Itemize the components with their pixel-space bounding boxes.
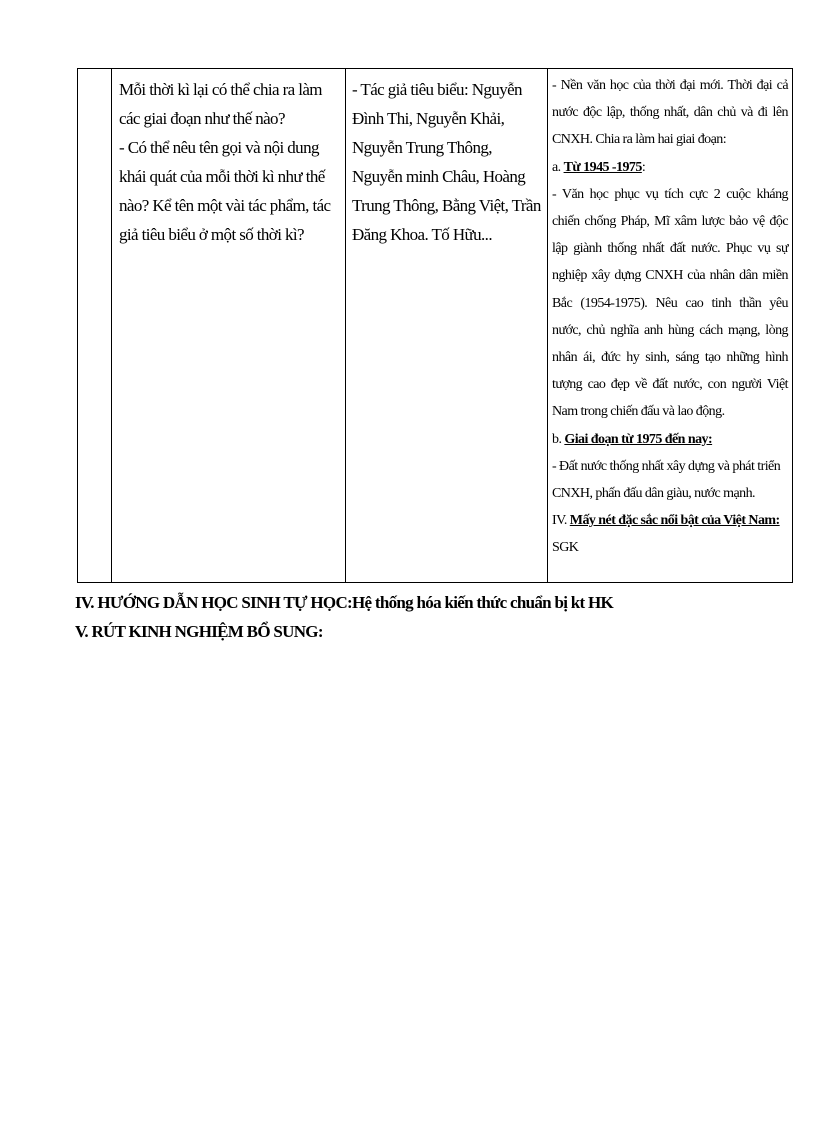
section-b-prefix: b.: [552, 431, 565, 447]
empty-cell: [78, 69, 112, 583]
table-row: [78, 69, 793, 583]
question-cell: [112, 69, 346, 583]
section-a-suffix: :: [641, 159, 646, 175]
lessons-learned-heading: V. RÚT KINH NGHIỆM BỔ SUNG:: [75, 622, 323, 641]
question-text-1: Mỗi thời kì lại có thể chia ra làm các giai đoạn như thế nào?: [119, 80, 322, 128]
authors-cell: [346, 69, 548, 583]
section-a-body: - Văn học phục vụ tích cực 2 cuộc kháng chiến chống Pháp, Mĩ xâm lược bảo vệ độc lập giành thống nhất đất nước. Phục vụ sự nghiệp xây dựng CNXH của nhân dân miền Bắc (1954-1975). Nêu cao tinh thần yêu nước, chủ nghĩa anh hùng cách mạng, lòng nhân ái, đức hy sinh, sáng tạo những hình tượng cao đẹp về đất nước, con người Việt Nam trong chiến đấu và lao động.: [552, 186, 788, 420]
content-cell: [548, 69, 793, 583]
section-a-title: Từ 1945 -1975: [563, 159, 642, 175]
lesson-table: [77, 68, 793, 583]
section-iv-title: Mấy nét đặc sắc nổi bật của Việt Nam:: [569, 513, 780, 529]
section-b-title: Giai đoạn từ 1975 đến nay:: [564, 431, 713, 447]
content-intro: - Nền văn học của thời đại mới. Thời đại cả nước độc lập, thống nhất, dân chủ và đi lên CNXH. Chia ra làm hai giai đoạn:: [552, 78, 788, 148]
section-b-body: - Đất nước thống nhất xây dựng và phát triển CNXH, phấn đấu dân giàu, nước mạnh.: [552, 458, 781, 502]
sgk-text: SGK: [552, 540, 579, 556]
section-iv-prefix: IV.: [552, 513, 570, 529]
question-text-2: - Có thể nêu tên gọi và nội dung khái quát của mỗi thời kì như thế nào? Kể tên một vài tác phẩm, tác giả tiêu biểu ở một số thời kì?: [119, 138, 331, 244]
section-iv-heading: [552, 507, 788, 534]
section-b-heading: [552, 426, 788, 453]
section-a-heading: [552, 154, 788, 181]
section-a-prefix: a.: [552, 159, 564, 175]
authors-text: - Tác giả tiêu biểu: Nguyễn Đình Thi, Nguyễn Khải, Nguyễn Trung Thông, Nguyễn minh Châu, Hoàng Trung Thông, Bằng Việt, Trần Đăng Khoa. Tố Hữu...: [352, 80, 541, 244]
self-study-heading: IV. HƯỚNG DẪN HỌC SINH TỰ HỌC:Hệ thống hóa kiến thức chuẩn bị kt HK: [75, 593, 614, 612]
